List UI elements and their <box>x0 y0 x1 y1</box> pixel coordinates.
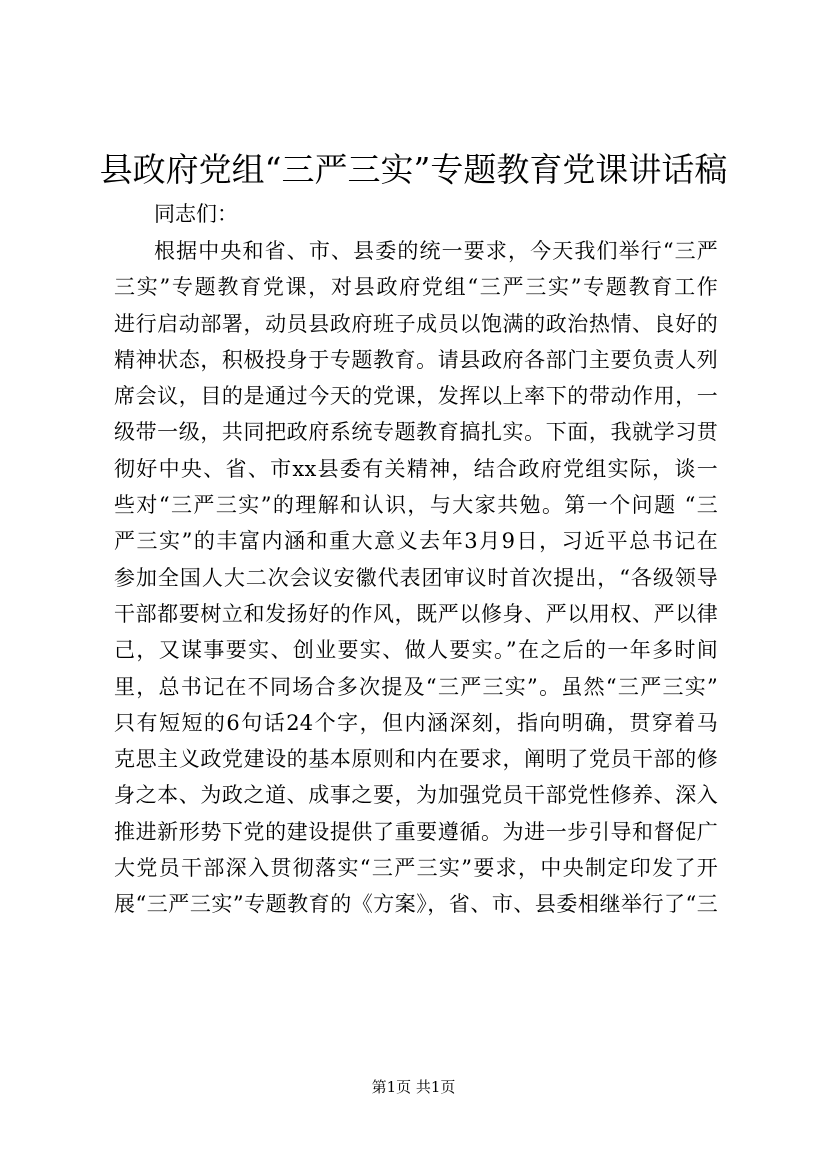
body-line: 只有短短的6句话24个字，但内涵深刻，指向明确，贯穿着马 <box>114 710 718 735</box>
body-line: 级带一级，共同把政府系统专题教育搞扎实。下面，我就学习贯 <box>114 420 718 445</box>
body-paragraph <box>114 233 718 1033</box>
body-line: 根据中央和省、市、县委的统一要求，今天我们举行“三严 <box>154 239 718 263</box>
body-line: 席会议，目的是通过今天的党课，发挥以上率下的带动作用，一 <box>114 384 718 409</box>
body-line: 克思主义政党建设的基本原则和内在要求，阐明了党员干部的修 <box>114 747 718 772</box>
body-line: 些对“三严三实”的理解和认识，与大家共勉。第一个问题 “三 <box>114 493 718 518</box>
body-line: 三实”专题教育党课，对县政府党组“三严三实”专题教育工作 <box>114 275 718 300</box>
salutation: 同志们： <box>154 202 238 226</box>
body-line: 大党员干部深入贯彻落实“三严三实”要求，中央制定印发了开 <box>114 856 718 881</box>
body-line: 彻好中央、省、市xx县委有关精神，结合政府党组实际，谈一 <box>114 456 718 481</box>
page-number-footer: 第1页 共1页 <box>371 1078 456 1096</box>
body-line: 里，总书记在不同场合多次提及“三严三实”。虽然“三严三实” <box>114 674 718 699</box>
body-line: 进行启动部署，动员县政府班子成员以饱满的政治热情、良好的 <box>114 311 718 336</box>
body-line: 严三实”的丰富内涵和重大意义去年3月9日，习近平总书记在 <box>114 529 718 554</box>
body-line: 己，又谋事要实、创业要实、做人要实。”在之后的一年多时间 <box>114 638 718 663</box>
document-title: 县政府党组“三严三实”专题教育党课讲话稿 <box>99 150 728 189</box>
body-line: 精神状态，积极投身于专题教育。请县政府各部门主要负责人列 <box>114 347 718 372</box>
body-line: 展“三严三实”专题教育的《方案》，省、市、县委相继举行了“三 <box>114 892 718 917</box>
body-line: 参加全国人大二次会议安徽代表团审议时首次提出，“各级领导 <box>114 565 718 590</box>
body-line: 推进新形势下党的建设提供了重要遵循。为进一步引导和督促广 <box>114 819 718 844</box>
body-line: 身之本、为政之道、成事之要，为加强党员干部党性修养、深入 <box>114 783 718 808</box>
body-line: 干部都要树立和发扬好的作风，既严以修身、严以用权、严以律 <box>114 601 718 626</box>
